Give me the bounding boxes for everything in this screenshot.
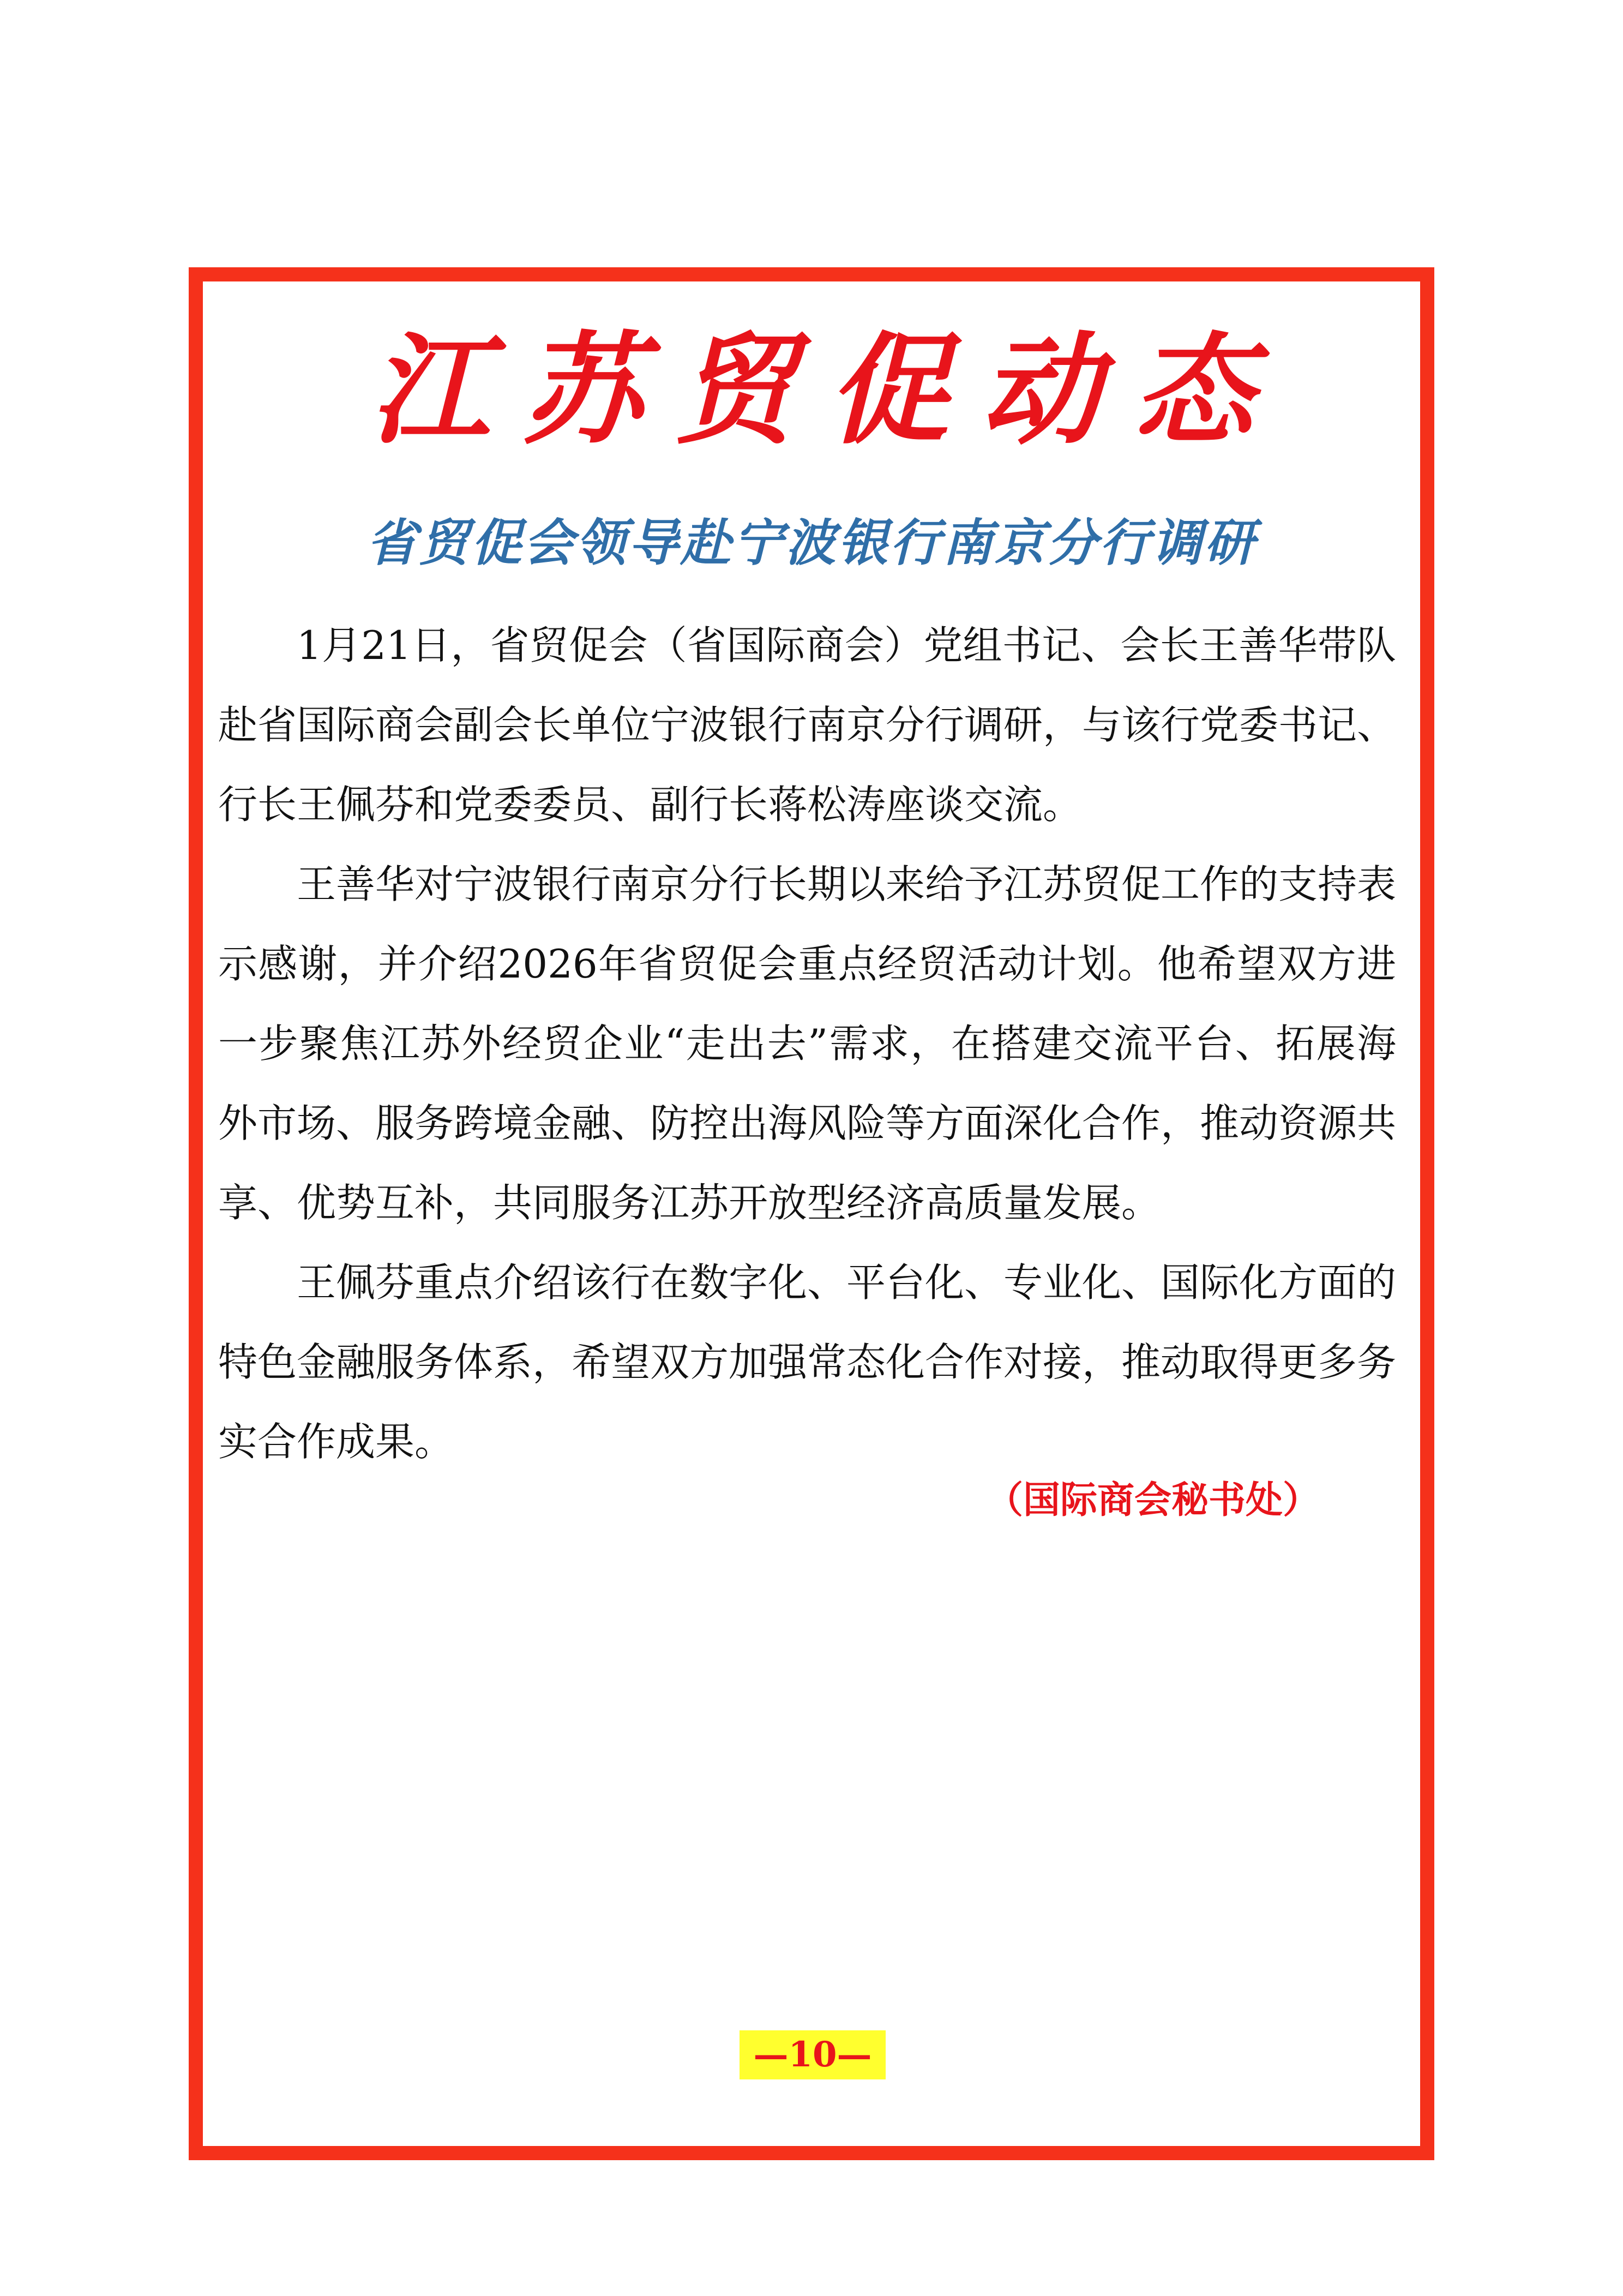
article-signature: （国际商会秘书处） <box>985 1478 1320 1522</box>
masthead-title: 江苏贸促动态 <box>369 319 1286 460</box>
page-number: —10— <box>740 2030 886 2079</box>
article-paragraph-2: 王善华对宁波银行南京分行长期以来给予江苏贸促工作的支持表示感谢，并介绍2026年省贸促会重点经贸活动计划。他希望双方进一步聚焦江苏外经贸企业“走出去”需求，在搭建交流平台、拓展海外市场、服务跨境金融、防控出海风险等方面深化合作，推动资源共享、优势互补，共同服务江苏开放型经济高质量发展。 <box>218 861 1397 1226</box>
article-paragraph-3: 王佩芬重点介绍该行在数字化、平台化、专业化、国际化方面的特色金融服务体系，希望双方加强常态化合作对接，推动取得更多务实合作成果。 <box>218 1260 1397 1465</box>
article-body <box>218 606 1396 1482</box>
article-paragraph-1: 1月21日，省贸促会（省国际商会）党组书记、会长王善华带队赴省国际商会副会长单位宁波银行南京分行调研，与该行党委书记、行长王佩芬和党委委员、副行长蒋松涛座谈交流。 <box>218 622 1397 828</box>
article-headline: 省贸促会领导赴宁波银行南京分行调研 <box>366 513 1257 572</box>
